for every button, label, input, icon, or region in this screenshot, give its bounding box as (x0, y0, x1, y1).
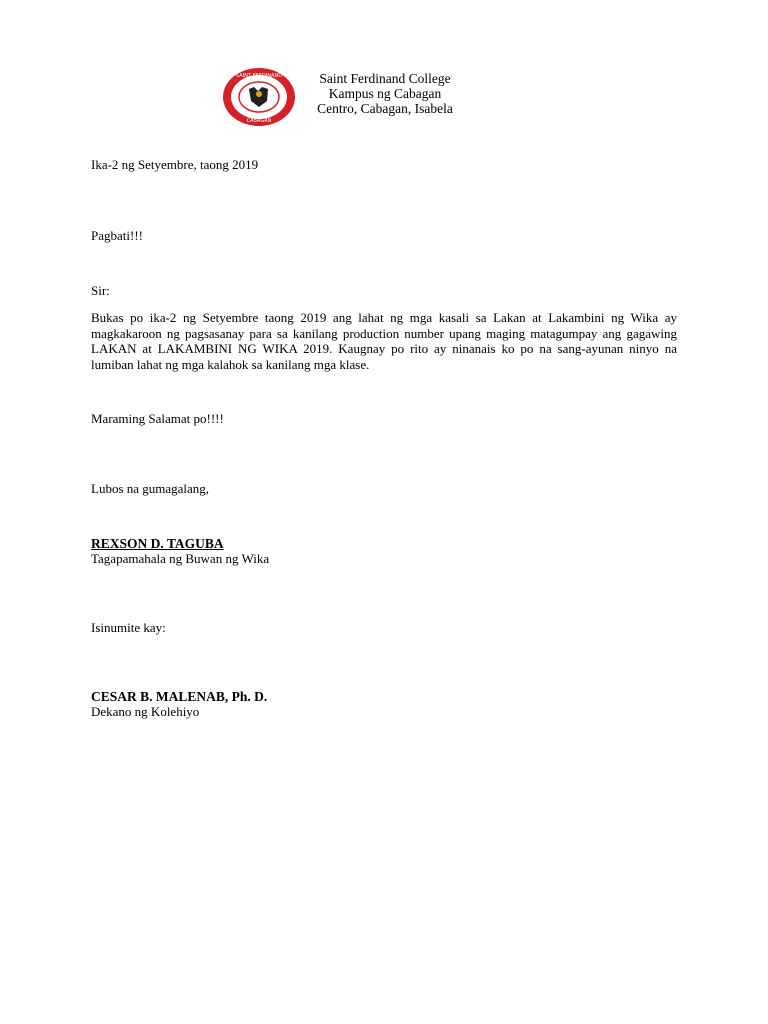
svg-text:SAINT FERDINAND: SAINT FERDINAND (235, 73, 283, 79)
campus-name: Kampus ng Cabagan (328, 86, 442, 101)
letter-body: Bukas po ika-2 ng Setyembre taong 2019 ang lahat ng mga kasali sa Lakan at Lakambini ng Wika ay magkakaroon ng pagsasanay para sa kanilang production number upang maging matagumpay ang gagawing LAKAN at LAKAMBINI NG WIKA 2019. Kaugnay po rito ay ninanais ko po na sang-ayunan ninyo na lumiban lahat ng mga kalahok sa kanilang mga klase. (91, 310, 677, 372)
recipient-name: CESAR B. MALENAB, Ph. D. (91, 689, 268, 704)
thanks-line: Maraming Salamat po!!!! (91, 411, 224, 426)
recipient-title: Dekano ng Kolehiyo (91, 704, 200, 719)
college-seal-logo (222, 67, 296, 127)
salutation: Sir: (91, 283, 110, 298)
svg-text:CABAGAN: CABAGAN (246, 118, 272, 124)
letter-date: Ika-2 ng Setyembre, taong 2019 (91, 157, 259, 172)
closing-line: Lubos na gumagalang, (91, 481, 210, 496)
institution-name: Saint Ferdinand College (319, 71, 451, 86)
greeting: Pagbati!!! (91, 228, 143, 243)
institution-address: Centro, Cabagan, Isabela (317, 101, 453, 116)
sender-title: Tagapamahala ng Buwan ng Wika (91, 551, 270, 566)
letterhead (290, 71, 480, 116)
sender-name: REXSON D. TAGUBA (91, 536, 224, 551)
submitted-label: Isinumite kay: (91, 620, 166, 635)
